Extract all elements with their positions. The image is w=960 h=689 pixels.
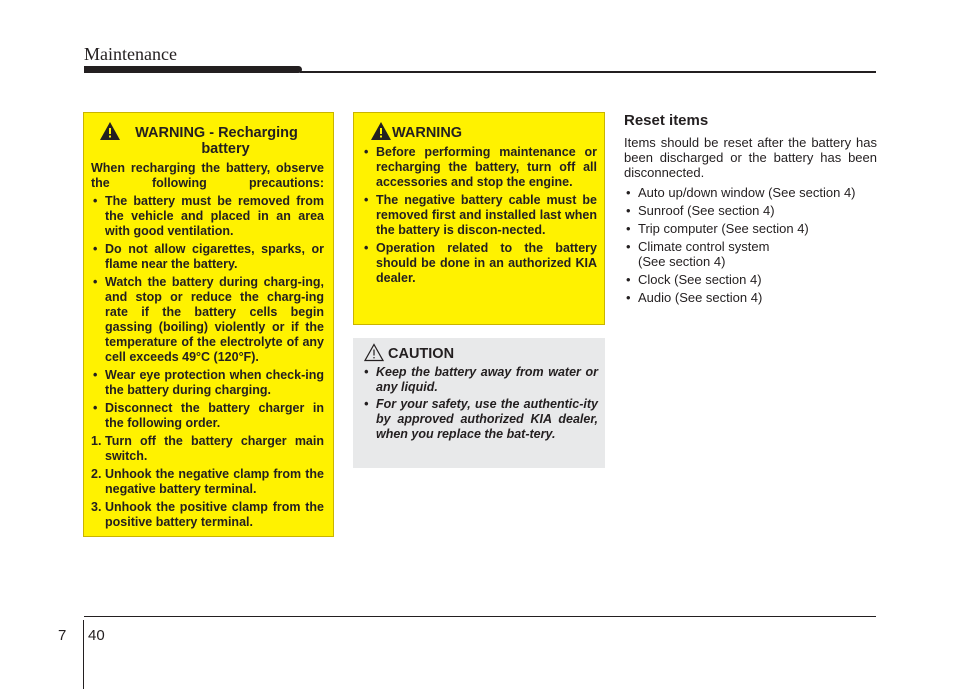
list-item: • Trip computer (See section 4) (624, 221, 877, 236)
step-text: Turn off the battery charger main switch. (105, 434, 324, 463)
caution-title (362, 346, 598, 362)
list-item (91, 500, 324, 530)
warning-recharging-bullets (91, 194, 324, 431)
list-item: • The battery must be removed from the vehicle and placed in an area with good ventilation. (91, 194, 324, 239)
caution-box (353, 338, 605, 468)
step-number: 2. (91, 467, 102, 481)
step-text: Unhook the negative clamp from the negative battery terminal. (105, 467, 324, 496)
list-item: • Auto up/down window (See section 4) (624, 185, 877, 200)
warning-recharging-title (91, 125, 324, 157)
warning-recharging-intro: When recharging the battery, observe the following precautions: (91, 161, 324, 190)
warning-recharging-title-line1: WARNING - Recharging (135, 125, 298, 141)
warning-general-box (353, 112, 605, 325)
header-rule-thick (84, 66, 302, 73)
list-item: • Clock (See section 4) (624, 272, 877, 287)
list-item: • Watch the battery during charg-ing, and stop or reduce the charg-ing rate if the battery cells begin gassing (boiling) violently or if the temperature of the electrolyte of any cell exceeds 49°C (120°F). (91, 275, 324, 365)
footer-rule (84, 616, 876, 617)
header-rule-thin (300, 71, 876, 73)
reset-items-intro: Items should be reset after the battery has been discharged or the battery has been disconnected. (624, 135, 877, 180)
reset-items-list (624, 185, 877, 305)
list-item: • Operation related to the battery should be done in an authorized KIA dealer. (362, 241, 597, 286)
list-item: • Do not allow cigarettes, sparks, or flame near the battery. (91, 242, 324, 272)
step-text: Unhook the positive clamp from the positive battery terminal. (105, 500, 324, 529)
chapter-number: 7 (58, 627, 67, 644)
list-item: • Disconnect the battery charger in the following order. (91, 401, 324, 431)
list-item: • For your safety, use the authentic-ity by approved authorized KIA dealer, when you replace the bat-tery. (362, 397, 598, 442)
list-item: • Audio (See section 4) (624, 290, 877, 305)
list-item: • Climate control system (See section 4) (624, 239, 877, 269)
list-item (91, 467, 324, 497)
warning-recharging-box (83, 112, 334, 537)
warning-recharging-steps (91, 434, 324, 530)
step-number: 3. (91, 500, 102, 514)
list-item: • Sunroof (See section 4) (624, 203, 877, 218)
reset-items-title: Reset items (624, 112, 709, 129)
section-title: Maintenance (84, 44, 177, 64)
list-item: • Keep the battery away from water or any liquid. (362, 365, 598, 395)
caution-title-text: CAUTION (388, 346, 455, 362)
warning-general-title (362, 125, 597, 141)
reset-items-section (624, 112, 877, 305)
warning-triangle-icon (370, 121, 392, 145)
caution-bullets (362, 365, 598, 442)
footer-divider (83, 620, 84, 689)
list-item: • The negative battery cable must be removed first and installed last when the battery is discon-nected. (362, 193, 597, 238)
page-number: 40 (88, 627, 105, 644)
caution-triangle-icon (364, 343, 384, 366)
warning-general-bullets (362, 145, 597, 286)
list-item: • Before performing maintenance or recharging the battery, turn off all accessories and stop the engine. (362, 145, 597, 190)
step-number: 1. (91, 434, 102, 448)
list-item (91, 434, 324, 464)
list-item: • Wear eye protection when check-ing the battery during charging. (91, 368, 324, 398)
warning-triangle-icon (99, 121, 121, 145)
warning-general-title-text: WARNING (392, 125, 463, 141)
warning-recharging-title-line2: battery (201, 141, 250, 157)
